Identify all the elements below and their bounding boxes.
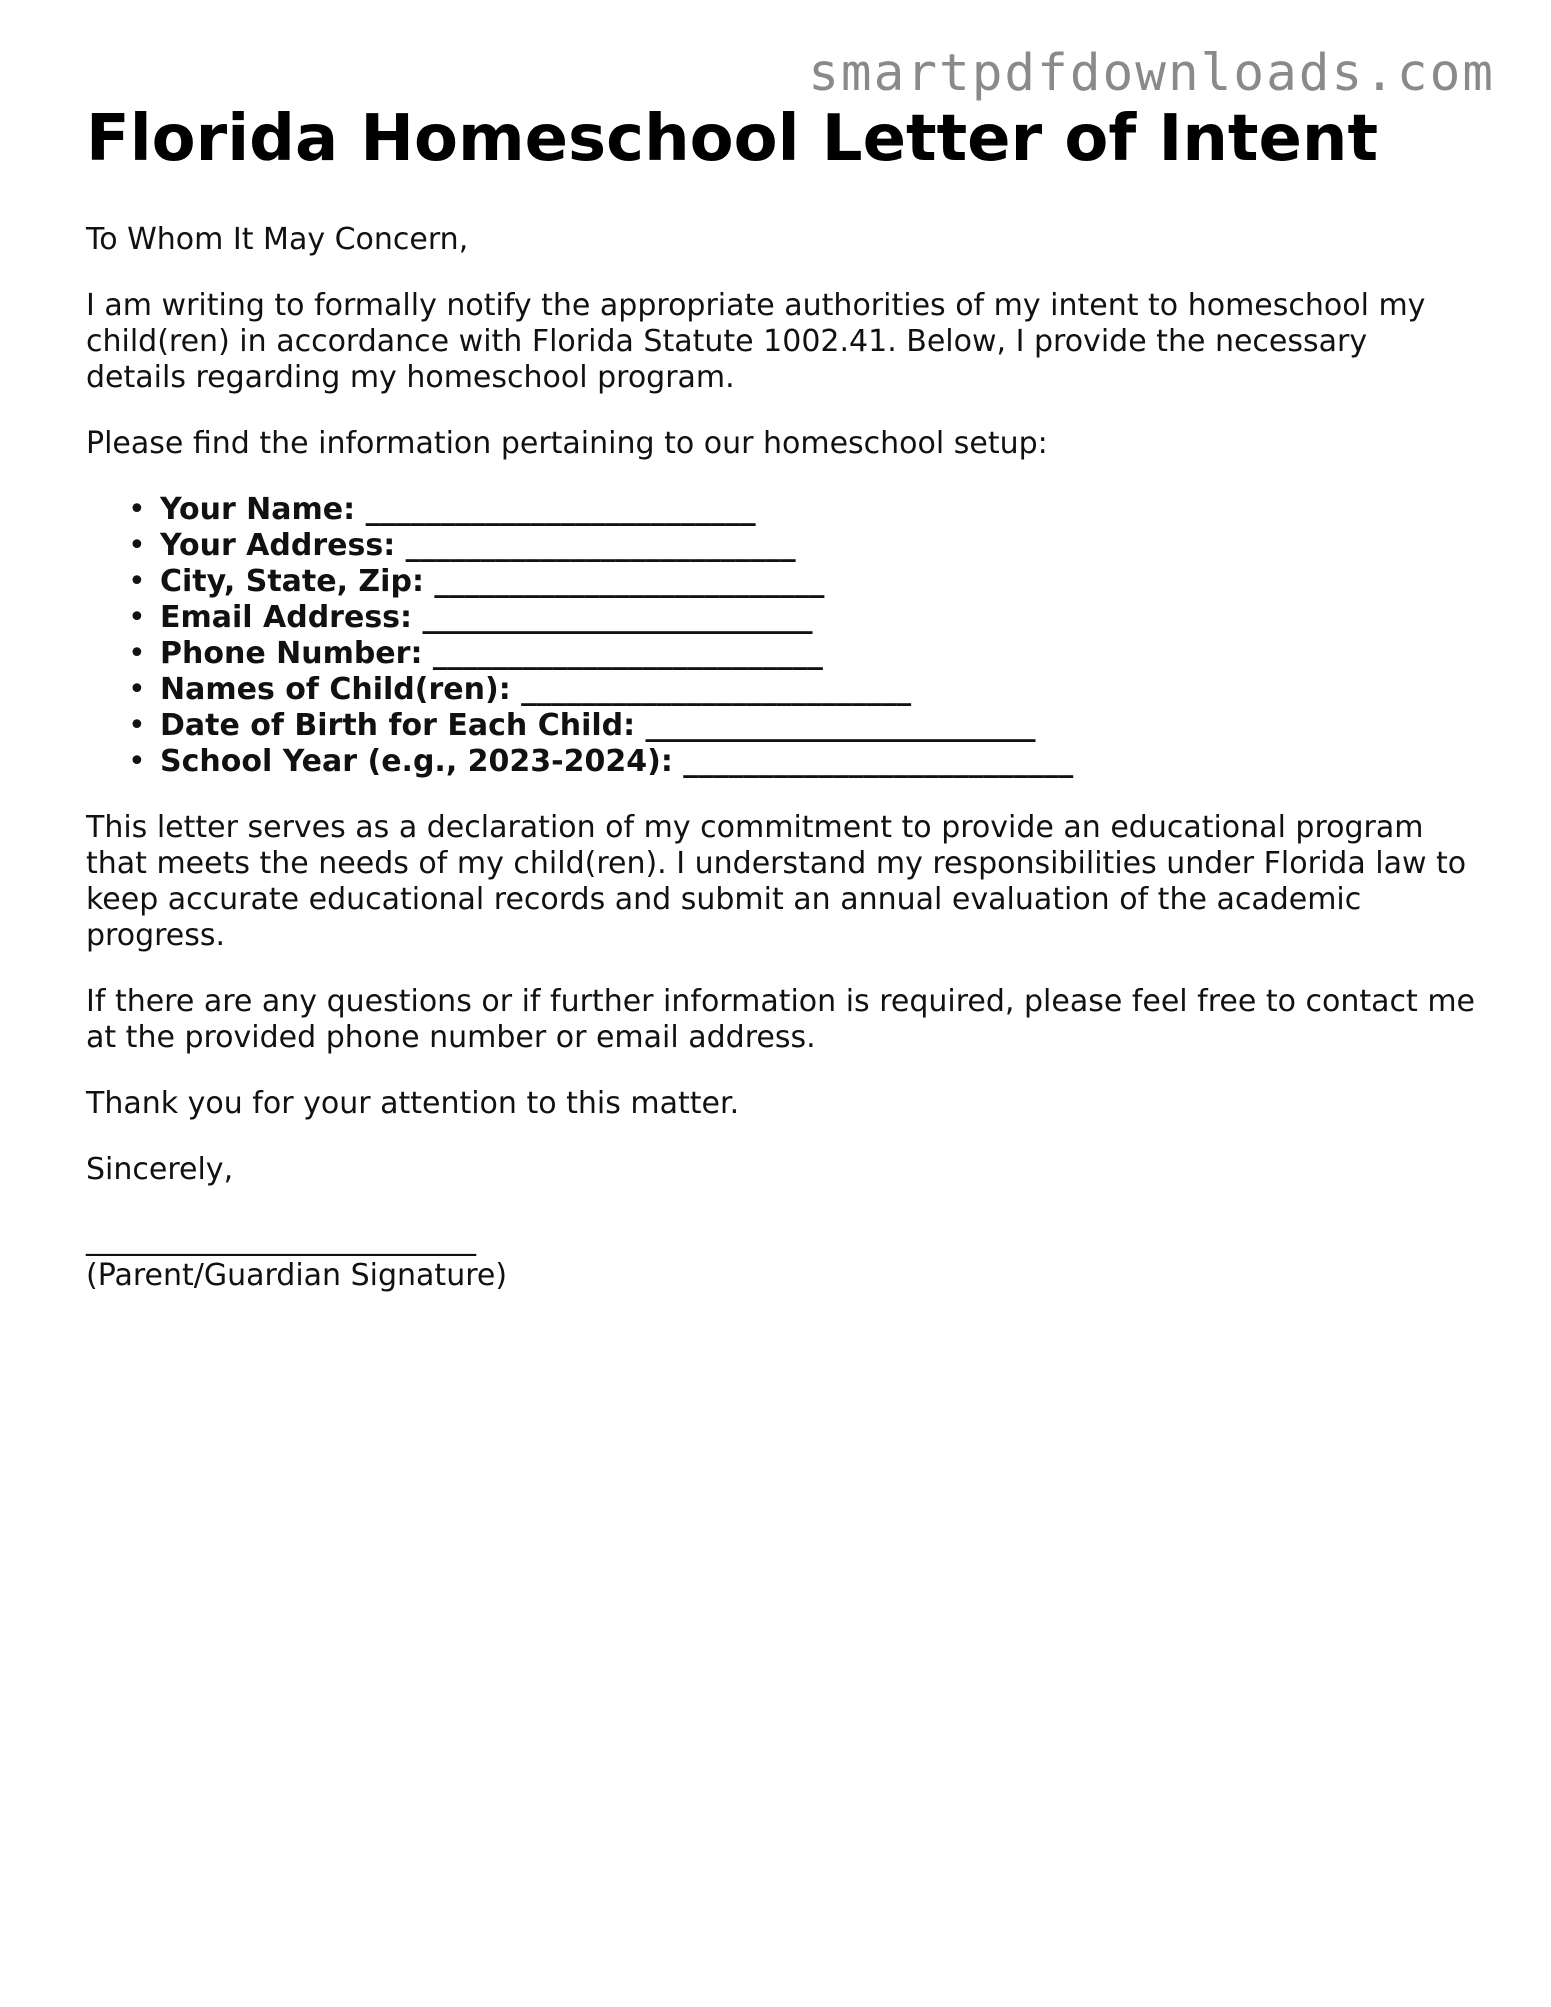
bullet-icon: • (128, 672, 146, 707)
field-city-state-zip (128, 564, 1476, 600)
field-label: City, State, Zip: __________________________ (160, 564, 825, 599)
field-label: Names of Child(ren): __________________________ (160, 672, 912, 707)
field-label: School Year (e.g., 2023-2024): __________________________ (160, 744, 1074, 779)
bullet-icon: • (128, 636, 146, 671)
bullet-icon: • (128, 708, 146, 743)
info-field-list (86, 492, 1476, 780)
field-label: Date of Birth for Each Child: __________________________ (160, 708, 1036, 743)
field-email-address (128, 600, 1476, 636)
intro-paragraph: I am writing to formally notify the appropriate authorities of my intent to homeschool my child(ren) in accordance with Florida Statute 1002.41. Below, I provide the necessary details regarding my homeschool program. (86, 288, 1426, 395)
bullet-icon: • (128, 600, 146, 635)
page-title: Florida Homeschool Letter of Intent (86, 102, 1379, 176)
field-date-of-birth (128, 708, 1476, 744)
bullet-icon: • (128, 492, 146, 527)
signature-caption: (Parent/Guardian Signature) (86, 1258, 508, 1293)
bullet-icon: • (128, 528, 146, 563)
signature-block (86, 1222, 1476, 1294)
field-label: Phone Number: __________________________ (160, 636, 823, 671)
field-school-year (128, 744, 1476, 780)
signature-line: __________________________ (86, 1222, 476, 1257)
closing: Sincerely, (86, 1152, 234, 1187)
info-lead-paragraph: Please find the information pertaining to our homeschool setup: (86, 426, 1048, 461)
bullet-icon: • (128, 744, 146, 779)
field-your-address (128, 528, 1476, 564)
letter-body (86, 222, 1476, 1294)
watermark: smartpdfdownloads.com (808, 44, 1495, 103)
thanks-paragraph: Thank you for your attention to this matter. (86, 1086, 740, 1121)
salutation: To Whom It May Concern, (86, 222, 469, 257)
field-label: Your Address: __________________________ (160, 528, 796, 563)
field-your-name (128, 492, 1476, 528)
field-children-names (128, 672, 1476, 708)
bullet-icon: • (128, 564, 146, 599)
field-phone-number (128, 636, 1476, 672)
field-label: Your Name: __________________________ (160, 492, 756, 527)
field-label: Email Address: __________________________ (160, 600, 813, 635)
declaration-paragraph: This letter serves as a declaration of my commitment to provide an educational program that meets the needs of my child(ren). I understand my responsibilities under Florida law to keep accurate educational records and submit an annual evaluation of the academic progress. (86, 810, 1467, 953)
contact-paragraph: If there are any questions or if further information is required, please feel free to contact me at the provided phone number or email address. (86, 984, 1475, 1055)
